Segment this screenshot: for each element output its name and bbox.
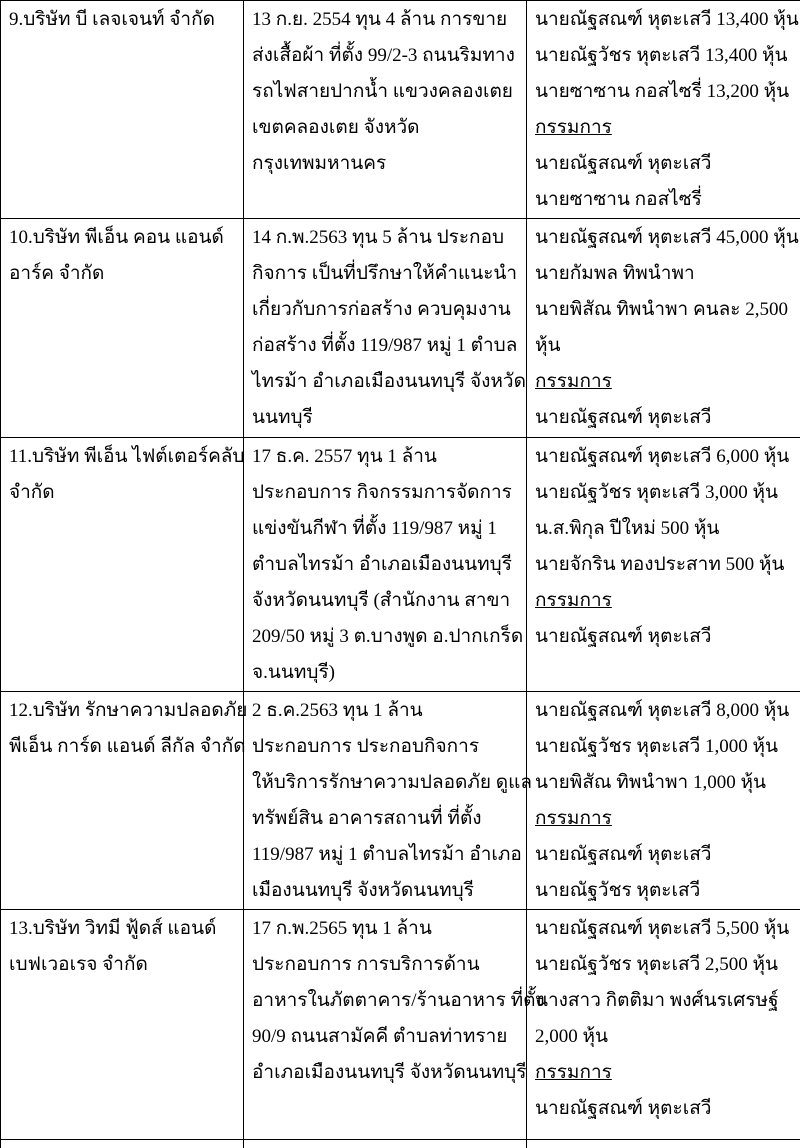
table-row <box>1 219 800 438</box>
directors-heading: กรรมการ <box>535 364 792 400</box>
shareholder-line: นายณัฐสณฑ์ หุตะเสวี 45,000 หุ้น <box>535 220 792 256</box>
company-name-line: 10.บริษัท พีเอ็น คอน แอนด์ <box>9 220 235 256</box>
table-row <box>1 1 800 219</box>
shareholder-line: นายซาซาน กอสไซรี่ 13,200 หุ้น <box>535 74 792 110</box>
detail-line: เกี่ยวกับการก่อสร้าง ควบคุมงาน <box>252 292 518 328</box>
directors-heading: กรรมการ <box>535 583 792 619</box>
detail-line: จังหวัดนนทบุรี (สำนักงาน สาขา <box>252 583 518 619</box>
shareholders-cell <box>527 438 800 692</box>
detail-line: ประกอบการ กิจกรรมการจัดการ <box>252 475 518 511</box>
director-line: นายณัฐสณฑ์ หุตะเสวี <box>535 400 792 436</box>
detail-line: ตำบลไทรม้า อำเภอเมืองนนทบุรี <box>252 547 518 583</box>
company-detail-cell <box>244 438 527 692</box>
director-line: นายณัฐสณฑ์ หุตะเสวี <box>535 837 792 873</box>
company-name-line: 9.บริษัท บี เลจเจนท์ จำกัด <box>9 2 235 38</box>
detail-line: 90/9 ถนนสามัคคี ตำบลท่าทราย <box>252 1019 518 1055</box>
shareholders-cell <box>527 1 800 219</box>
shareholder-line: น.ส.พิกุล ปีใหม่ 500 หุ้น <box>535 511 792 547</box>
directors-heading: กรรมการ <box>535 1055 792 1091</box>
director-line: นายณัฐสณฑ์ หุตะเสวี <box>535 619 792 655</box>
shareholder-line: นางสาว กิตติมา พงศ์นรเศรษฐ์ <box>535 983 792 1019</box>
shareholder-line: นายณัฐวัชร หุตะเสวี 3,000 หุ้น <box>535 475 792 511</box>
table-row <box>1 910 800 1140</box>
detail-line: 17 ธ.ค. 2557 ทุน 1 ล้าน <box>252 439 518 475</box>
empty-cell <box>244 1140 527 1148</box>
detail-line: จ.นนทบุรี) <box>252 655 518 691</box>
director-line: นายณัฐสณฑ์ หุตะเสวี <box>535 146 792 182</box>
company-name-line: เบฟเวอเรจ จำกัด <box>9 947 235 983</box>
detail-line: รถไฟสายปากน้ำ แขวงคลองเตย <box>252 74 518 110</box>
detail-line: เขตคลองเตย จังหวัด <box>252 110 518 146</box>
detail-line: กิจการ เป็นที่ปรึกษาให้คำแนะนำ <box>252 256 518 292</box>
detail-line: ทรัพย์สิน อาคารสถานที่ ที่ตั้ง <box>252 801 518 837</box>
detail-line: ส่งเสื้อผ้า ที่ตั้ง 99/2-3 ถนนริมทาง <box>252 38 518 74</box>
company-name-line: 11.บริษัท พีเอ็น ไฟต์เตอร์คลับ <box>9 439 235 475</box>
company-detail-cell <box>244 1 527 219</box>
detail-line: อาหารในภัตตาคาร/ร้านอาหาร ที่ตั้ง <box>252 983 518 1019</box>
empty-cell <box>527 1140 800 1148</box>
shareholder-line: นายณัฐวัชร หุตะเสวี 1,000 หุ้น <box>535 729 792 765</box>
shareholder-line: หุ้น <box>535 328 792 364</box>
detail-line: 2 ธ.ค.2563 ทุน 1 ล้าน <box>252 693 518 729</box>
directors-heading: กรรมการ <box>535 110 792 146</box>
shareholder-line: นายณัฐสณฑ์ หุตะเสวี 8,000 หุ้น <box>535 693 792 729</box>
detail-line: เมืองนนทบุรี จังหวัดนนทบุรี <box>252 873 518 909</box>
company-name-cell <box>1 438 244 692</box>
shareholders-cell <box>527 692 800 910</box>
detail-line: 13 ก.ย. 2554 ทุน 4 ล้าน การขาย <box>252 2 518 38</box>
detail-line: ก่อสร้าง ที่ตั้ง 119/987 หมู่ 1 ตำบล <box>252 328 518 364</box>
detail-line: นนทบุรี <box>252 400 518 436</box>
company-detail-cell <box>244 692 527 910</box>
detail-line: 119/987 หมู่ 1 ตำบลไทรม้า อำเภอ <box>252 837 518 873</box>
company-name-line: 12.บริษัท รักษาความปลอดภัย <box>9 693 235 729</box>
detail-line: อำเภอเมืองนนทบุรี จังหวัดนนทบุรี <box>252 1055 518 1091</box>
detail-line: 209/50 หมู่ 3 ต.บางพูด อ.ปากเกร็ด <box>252 619 518 655</box>
company-name-cell <box>1 910 244 1140</box>
shareholder-line: นายณัฐสณฑ์ หุตะเสวี 6,000 หุ้น <box>535 439 792 475</box>
detail-line: ให้บริการรักษาความปลอดภัย ดูแล <box>252 765 518 801</box>
company-name-cell <box>1 219 244 438</box>
shareholder-line: นายณัฐวัชร หุตะเสวี 2,500 หุ้น <box>535 947 792 983</box>
table-row-partial <box>1 1140 800 1148</box>
shareholder-line: นายณัฐสณฑ์ หุตะเสวี 13,400 หุ้น <box>535 2 792 38</box>
company-name-line: อาร์ค จำกัด <box>9 256 235 292</box>
detail-line: ประกอบการ ประกอบกิจการ <box>252 729 518 765</box>
empty-cell <box>1 1140 244 1148</box>
shareholder-line: 2,000 หุ้น <box>535 1019 792 1055</box>
detail-line: 17 ก.พ.2565 ทุน 1 ล้าน <box>252 911 518 947</box>
detail-line: ไทรม้า อำเภอเมืองนนทบุรี จังหวัด <box>252 364 518 400</box>
director-line: นายซาซาน กอสไซรี่ <box>535 182 792 218</box>
company-name-line: 13.บริษัท วิทมี ฟู้ดส์ แอนด์ <box>9 911 235 947</box>
shareholder-line: นายณัฐสณฑ์ หุตะเสวี 5,500 หุ้น <box>535 911 792 947</box>
shareholders-cell <box>527 219 800 438</box>
company-name-cell <box>1 1 244 219</box>
detail-line: แข่งขันกีฬา ที่ตั้ง 119/987 หมู่ 1 <box>252 511 518 547</box>
detail-line: ประกอบการ การบริการด้าน <box>252 947 518 983</box>
shareholder-line: นายพิสัณ ทิพนำพา 1,000 หุ้น <box>535 765 792 801</box>
company-detail-cell <box>244 910 527 1140</box>
table-row <box>1 692 800 910</box>
detail-line: 14 ก.พ.2563 ทุน 5 ล้าน ประกอบ <box>252 220 518 256</box>
director-line: นายณัฐสณฑ์ หุตะเสวี <box>535 1091 792 1127</box>
directors-heading: กรรมการ <box>535 801 792 837</box>
shareholders-cell <box>527 910 800 1140</box>
detail-line: กรุงเทพมหานคร <box>252 146 518 182</box>
company-name-cell <box>1 692 244 910</box>
shareholder-line: นายจักริน ทองประสาท 500 หุ้น <box>535 547 792 583</box>
table-row <box>1 438 800 692</box>
company-name-line: พีเอ็น การ์ด แอนด์ ลีกัล จำกัด <box>9 729 235 765</box>
director-line: นายณัฐวัชร หุตะเสวี <box>535 873 792 909</box>
company-detail-cell <box>244 219 527 438</box>
shareholder-line: นายกัมพล ทิพนำพา <box>535 256 792 292</box>
shareholder-line: นายพิสัณ ทิพนำพา คนละ 2,500 <box>535 292 792 328</box>
shareholder-line: นายณัฐวัชร หุตะเสวี 13,400 หุ้น <box>535 38 792 74</box>
company-name-line: จำกัด <box>9 475 235 511</box>
